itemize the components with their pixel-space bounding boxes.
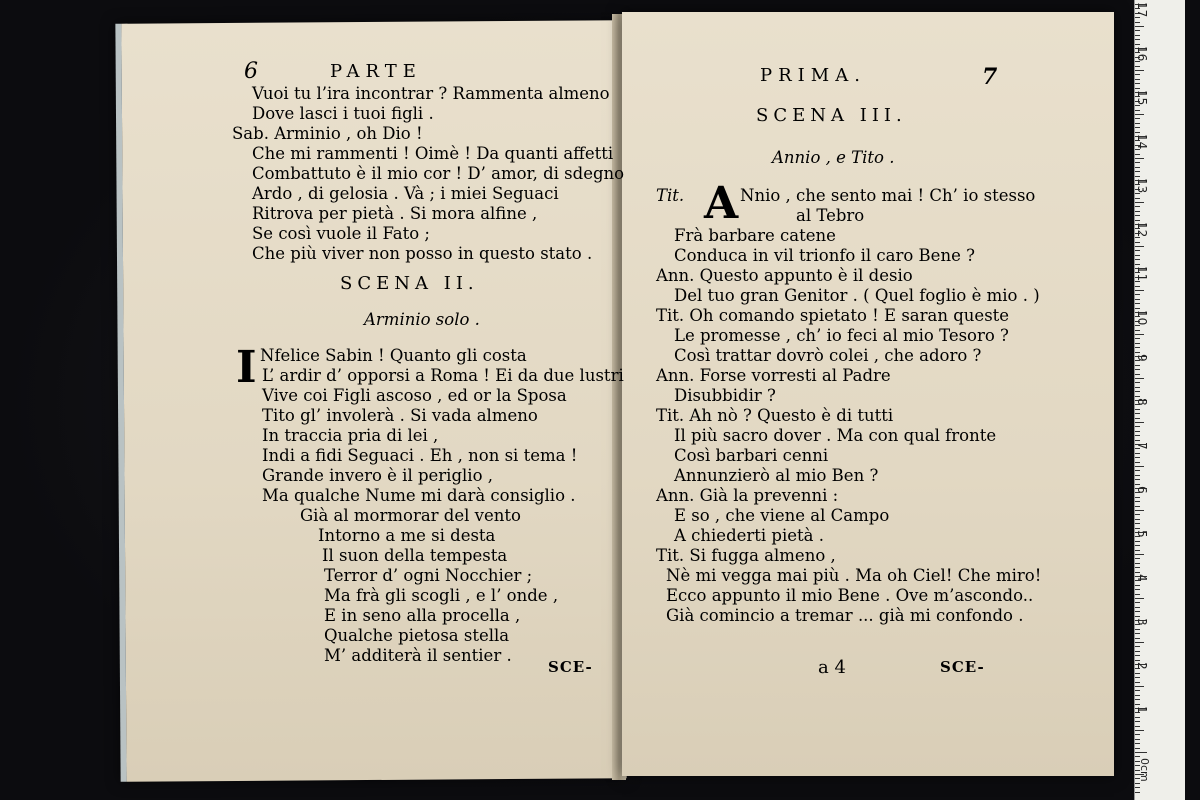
ruler-tick <box>1135 585 1140 586</box>
ruler-tick <box>1135 660 1140 661</box>
ruler-tick <box>1135 409 1140 410</box>
ruler-tick <box>1135 682 1140 683</box>
ruler-tick <box>1135 594 1140 595</box>
ruler-tick <box>1135 677 1140 678</box>
ruler-tick <box>1135 541 1140 542</box>
ruler-tick <box>1135 255 1140 256</box>
text-line: Ma qualche Nume mi darà consiglio . <box>262 486 576 505</box>
text-line: Così trattar dovrò colei , che adoro ? <box>674 346 982 365</box>
ruler-tick <box>1135 528 1140 529</box>
catchword: SCE- <box>548 658 593 676</box>
ruler-tick <box>1135 105 1140 106</box>
left-page-number: 6 <box>244 59 258 84</box>
ruler-number: 13 <box>1135 178 1149 194</box>
ruler-tick <box>1135 519 1140 520</box>
ruler-number: 12 <box>1135 222 1149 238</box>
ruler-tick <box>1135 110 1140 111</box>
ruler-tick <box>1135 118 1140 119</box>
ruler-tick <box>1135 39 1140 40</box>
text-line: Indi a fidi Seguaci . Eh , non si tema ! <box>262 446 578 465</box>
ruler-tick <box>1135 387 1140 388</box>
ruler-tick <box>1135 413 1140 414</box>
ruler-tick <box>1135 787 1140 788</box>
left-running-header: PARTE <box>330 61 422 82</box>
text-line: Disubbidir ? <box>674 386 776 405</box>
ruler-tick <box>1135 347 1140 348</box>
ruler-tick <box>1135 646 1140 647</box>
ruler-tick <box>1135 690 1140 691</box>
ruler-tick <box>1135 589 1140 590</box>
ruler-number: 5 <box>1135 530 1149 538</box>
text-line: E so , che viene al Campo <box>674 506 890 525</box>
speaker-label: Tit. <box>656 186 685 205</box>
ruler-tick <box>1135 457 1140 458</box>
ruler-tick <box>1135 158 1144 159</box>
ruler-tick <box>1135 114 1144 115</box>
ruler-tick <box>1135 633 1140 634</box>
ruler-tick <box>1135 545 1140 546</box>
text-line: Conduca in vil trionfo il caro Bene ? <box>674 246 975 265</box>
ruler-tick <box>1135 792 1140 793</box>
ruler-tick <box>1135 308 1140 309</box>
ruler-tick <box>1135 752 1147 753</box>
ruler-tick <box>1135 426 1140 427</box>
text-line: Nfelice Sabin ! Quanto gli costa <box>260 346 527 365</box>
measurement-ruler <box>1134 0 1185 800</box>
ruler-tick <box>1135 642 1144 643</box>
ruler-tick <box>1135 783 1140 784</box>
ruler-number: 9 <box>1135 354 1149 362</box>
text-line: Tit. Ah nò ? Questo è di tutti <box>656 406 894 425</box>
ruler-tick <box>1135 382 1140 383</box>
ruler-tick <box>1135 554 1144 555</box>
ruler-tick <box>1135 396 1140 397</box>
text-line: Tit. Oh comando spietato ! E saran queste <box>656 306 1010 325</box>
ruler-tick <box>1135 83 1140 84</box>
text-line: Il suon della tempesta <box>322 546 508 565</box>
ruler-tick <box>1135 440 1140 441</box>
ruler-tick <box>1135 123 1140 124</box>
ruler-tick <box>1135 149 1140 150</box>
ruler-tick <box>1135 286 1140 287</box>
text-line: Nè mi vegga mai più . Ma oh Ciel! Che miro! <box>666 566 1042 585</box>
ruler-tick <box>1135 352 1140 353</box>
ruler-tick <box>1135 638 1140 639</box>
ruler-tick <box>1135 726 1140 727</box>
ruler-tick <box>1135 61 1140 62</box>
ruler-tick <box>1135 294 1140 295</box>
text-line: Nnio , che sento mai ! Ch’ io stesso <box>740 186 1036 205</box>
text-line: Il più sacro dover . Ma con qual fronte <box>674 426 997 445</box>
ruler-tick <box>1135 558 1140 559</box>
ruler-number: 4 <box>1135 574 1149 582</box>
ruler-tick <box>1135 167 1140 168</box>
ruler-number: 14 <box>1135 134 1149 150</box>
ruler-tick <box>1135 264 1140 265</box>
text-line: Le promesse , ch’ io feci al mio Tesoro ? <box>674 326 1009 345</box>
scene-persons: Arminio solo . <box>364 310 480 329</box>
ruler-tick <box>1135 246 1144 247</box>
ruler-tick <box>1135 651 1140 652</box>
text-line: In traccia pria di lei , <box>262 426 439 445</box>
ruler-number: 16 <box>1135 46 1149 62</box>
ruler-tick <box>1135 739 1140 740</box>
ruler-number: 2 <box>1135 662 1149 670</box>
ruler-tick <box>1135 629 1140 630</box>
ruler-number: 6 <box>1135 486 1149 494</box>
ruler-tick <box>1135 484 1140 485</box>
ruler-tick <box>1135 497 1140 498</box>
text-line: Vive coi Figli ascoso , ed or la Sposa <box>262 386 567 405</box>
right-page-number: 7 <box>982 64 998 90</box>
text-line: Intorno a me si desta <box>318 526 496 545</box>
catchword: SCE- <box>940 658 985 676</box>
text-line: E in seno alla procella , <box>324 606 521 625</box>
ruler-tick <box>1135 66 1140 67</box>
ruler-tick <box>1135 730 1144 731</box>
signature-mark: a 4 <box>818 657 846 678</box>
ruler-tick <box>1135 325 1140 326</box>
ruler-tick <box>1135 334 1144 335</box>
ruler-tick <box>1135 22 1140 23</box>
ruler-tick <box>1135 378 1144 379</box>
text-line: Già comincio a tremar ... già mi confondo . <box>666 606 1024 625</box>
ruler-tick <box>1135 206 1140 207</box>
text-line: Terror d’ ogni Nocchier ; <box>324 566 533 585</box>
ruler-tick <box>1135 550 1140 551</box>
scene-title: SCENA III. <box>756 105 907 126</box>
ruler-number: 1 <box>1135 706 1149 714</box>
text-line: Frà barbare catene <box>674 226 836 245</box>
ruler-tick <box>1135 132 1140 133</box>
text-line: Qualche pietosa stella <box>324 626 510 645</box>
ruler-tick <box>1135 748 1140 749</box>
text-line: A chiederti pietà . <box>674 526 824 545</box>
text-line: M’ additerà il sentier . <box>324 646 512 665</box>
ruler-tick <box>1135 435 1140 436</box>
text-line: Ann. Già la prevenni : <box>656 486 839 505</box>
ruler-tick <box>1135 343 1140 344</box>
ruler-tick <box>1135 598 1144 599</box>
ruler-tick <box>1135 462 1140 463</box>
drop-cap: A <box>704 178 739 229</box>
ruler-tick <box>1135 655 1140 656</box>
ruler-tick <box>1135 686 1144 687</box>
ruler-tick <box>1135 704 1140 705</box>
text-line: Ritrova per pietà . Si mora alfine , <box>252 204 538 223</box>
text-line: Tito gl’ involerà . Si vada almeno <box>262 406 538 425</box>
text-line: Sab. Arminio , oh Dio ! <box>232 124 423 143</box>
ruler-tick <box>1135 211 1140 212</box>
text-line: Se così vuole il Fato ; <box>252 224 430 243</box>
ruler-tick <box>1135 154 1140 155</box>
ruler-tick <box>1135 74 1140 75</box>
ruler-tick <box>1135 70 1144 71</box>
ruler-tick <box>1135 374 1140 375</box>
ruler-tick <box>1135 338 1140 339</box>
ruler-tick <box>1135 572 1140 573</box>
ruler-tick <box>1135 510 1144 511</box>
text-line: Ecco appunto il mio Bene . Ove m’ascondo.. <box>666 586 1034 605</box>
ruler-number: 11 <box>1135 266 1149 282</box>
ruler-tick <box>1135 506 1140 507</box>
ruler-tick <box>1135 453 1140 454</box>
text-line: Vuoi tu l’ira incontrar ? Rammenta almeno <box>252 84 610 103</box>
scene-persons: Annio , e Tito . <box>772 148 895 167</box>
ruler-tick <box>1135 30 1140 31</box>
ruler-tick <box>1135 616 1140 617</box>
drop-cap: I <box>236 342 257 393</box>
text-line: Ann. Forse vorresti al Padre <box>656 366 891 385</box>
ruler-tick <box>1135 734 1140 735</box>
text-line: L’ ardir d’ opporsi a Roma ! Ei da due lustri <box>262 366 624 385</box>
ruler-tick <box>1135 250 1140 251</box>
ruler-number: 10 <box>1135 310 1149 326</box>
ruler-tick <box>1135 198 1140 199</box>
ruler-tick <box>1135 563 1140 564</box>
ruler-tick <box>1135 475 1140 476</box>
ruler-tick <box>1135 602 1140 603</box>
scene-title: SCENA II. <box>340 273 479 294</box>
ruler-number: 7 <box>1135 442 1149 450</box>
ruler-tick <box>1135 391 1140 392</box>
ruler-tick <box>1135 242 1140 243</box>
ruler-tick <box>1135 237 1140 238</box>
right-running-header: PRIMA. <box>760 65 866 86</box>
ruler-tick <box>1135 259 1140 260</box>
ruler-tick <box>1135 673 1140 674</box>
ruler-tick <box>1135 162 1140 163</box>
ruler-tick <box>1135 127 1140 128</box>
ruler-tick <box>1135 202 1144 203</box>
ruler-tick <box>1135 369 1140 370</box>
ruler-tick <box>1135 215 1140 216</box>
ruler-tick <box>1135 193 1140 194</box>
ruler-tick <box>1135 514 1140 515</box>
ruler-tick <box>1135 17 1140 18</box>
ruler-tick <box>1135 695 1140 696</box>
ruler-tick <box>1135 88 1140 89</box>
ruler-tick <box>1135 26 1144 27</box>
text-line: Che mi rammenti ! Oimè ! Da quanti affetti <box>252 144 614 163</box>
ruler-tick <box>1135 330 1140 331</box>
text-line: Del tuo gran Genitor . ( Quel foglio è mio . ) <box>674 286 1040 305</box>
ruler-tick <box>1135 470 1140 471</box>
ruler-tick <box>1135 479 1140 480</box>
ruler-tick <box>1135 290 1144 291</box>
ruler-tick <box>1135 79 1140 80</box>
ruler-tick <box>1135 303 1140 304</box>
ruler-number: 17 <box>1135 2 1149 18</box>
ruler-tick <box>1135 699 1140 700</box>
ruler-number: 3 <box>1135 618 1149 626</box>
text-line: Ardo , di gelosia . Và ; i miei Seguaci <box>252 184 559 203</box>
text-line: Così barbari cenni <box>674 446 829 465</box>
text-line: Annunzierò al mio Ben ? <box>674 466 879 485</box>
text-line: Ann. Questo appunto è il desio <box>656 266 913 285</box>
ruler-tick <box>1135 365 1140 366</box>
ruler-number: 15 <box>1135 90 1149 106</box>
ruler-tick <box>1135 176 1140 177</box>
text-line: Già al mormorar del vento <box>300 506 521 525</box>
text-line: Combattuto è il mio cor ! D’ amor, di sdegno <box>252 164 625 183</box>
text-line: Dove lasci i tuoi figli . <box>252 104 434 123</box>
text-line: Ma frà gli scogli , e l’ onde , <box>324 586 559 605</box>
ruler-tick <box>1135 431 1140 432</box>
ruler-number: 8 <box>1135 398 1149 406</box>
ruler-unit: 0cm <box>1138 758 1151 782</box>
ruler-tick <box>1135 44 1140 45</box>
ruler-tick <box>1135 721 1140 722</box>
ruler-tick <box>1135 422 1144 423</box>
text-line: Tit. Si fugga almeno , <box>656 546 836 565</box>
ruler-tick <box>1135 523 1140 524</box>
ruler-tick <box>1135 466 1144 467</box>
ruler-tick <box>1135 299 1140 300</box>
ruler-tick <box>1135 35 1140 36</box>
text-line: Grande invero è il periglio , <box>262 466 493 485</box>
ruler-tick <box>1135 220 1140 221</box>
ruler-tick <box>1135 743 1140 744</box>
text-line: Che più viver non posso in questo stato . <box>252 244 593 263</box>
ruler-tick <box>1135 567 1140 568</box>
text-line: al Tebro <box>796 206 865 225</box>
ruler-tick <box>1135 611 1140 612</box>
ruler-tick <box>1135 607 1140 608</box>
ruler-tick <box>1135 281 1140 282</box>
ruler-tick <box>1135 501 1140 502</box>
ruler-tick <box>1135 171 1140 172</box>
ruler-tick <box>1135 717 1140 718</box>
ruler-tick <box>1135 418 1140 419</box>
